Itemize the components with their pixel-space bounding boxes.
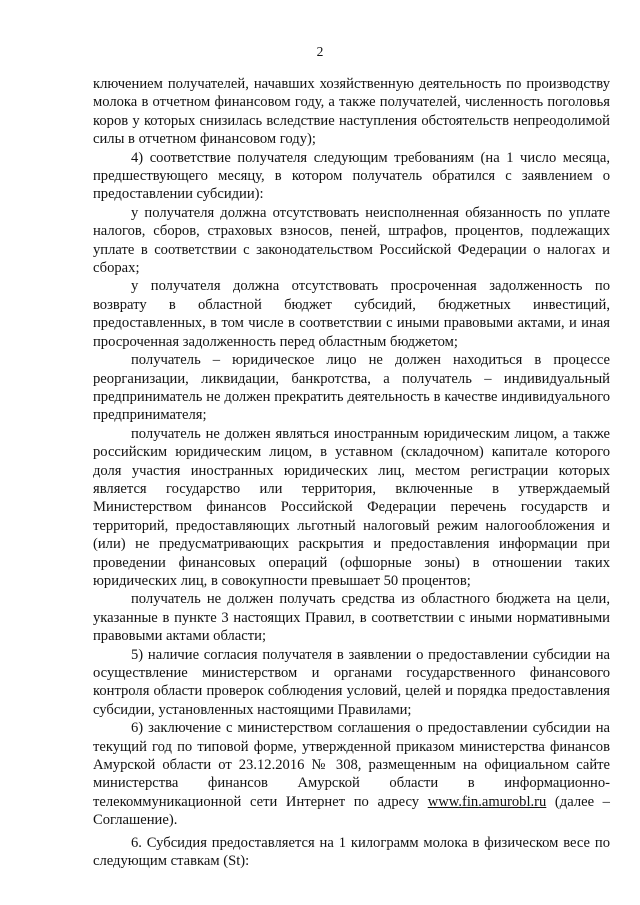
paragraph-section-6: 6. Субсидия предоставляется на 1 килограмм молока в физическом весе по следующим ставкам (St): <box>93 834 610 870</box>
paragraph-item-6-end: (далее – Соглашение). <box>93 793 610 829</box>
paragraph-item-6-text: 6) заключение с министерством соглашения о предоставлении субсидии на текущий год по типовой форме, утвержденной приказом министерства финансов Амурской области от 23.12.2016 № 308, размещенным на официальном сайте министерства финансов Амурской области в информационно-телекоммуникационной сети Интернет по адресу <box>93 720 610 810</box>
paragraph-reorganization-requirement: получатель – юридическое лицо не должен находиться в процессе реорганизации, ликвидации, банкротства, а получатель – индивидуальный предприниматель не должен прекратить деятельность в качестве индивидуального предпринимателя; <box>93 352 610 424</box>
paragraph-foreign-entity-requirement: получатель не должен являться иностранным юридическим лицом, а также российским юридическим лицом, в уставном (складочном) капитале которого доля участия иностранных юридических лиц, местом регистрации которых является государство или территория, включенные в утверждаемый Министерством финансов Российской Федерации перечень государств и территорий, предоставляющих льготный налоговый режим налогообложения и (или) не предусматривающих раскрытия и предоставления информации при проведении финансовых операций (офшорные зоны) в отношении таких юридических лиц, в совокупности превышает 50 процентов; <box>93 425 610 589</box>
paragraph-item-4: 4) соответствие получателя следующим требованиям (на 1 число месяца, предшествующего месяцу, в котором получатель обратился с заявлением о предоставлении субсидии): <box>93 149 610 203</box>
paragraph-tax-requirement: у получателя должна отсутствовать неисполненная обязанность по уплате налогов, сборов, страховых взносов, пеней, штрафов, процентов, подлежащих уплате в соответствии с законодательством Российской Федерации о налогах и сборах; <box>93 204 610 277</box>
paragraph-item-5: 5) наличие согласия получателя в заявлении о предоставлении субсидии на осуществление министерством и органами государственного финансового контроля области проверок соблюдения условий, целей и порядка предоставления субсидии, установленных настоящими Правилами; <box>93 646 610 718</box>
page-number: 2 <box>316 44 324 59</box>
ministry-website-link[interactable]: www.fin.amurobl.ru <box>427 793 547 810</box>
paragraph-debt-requirement: у получателя должна отсутствовать просроченная задолженность по возврату в областной бюджет субсидий, бюджетных инвестиций, предоставленных, в том числе в соответствии с иными правовыми актами, и иная просроченная задолженность перед областным бюджетом; <box>93 278 610 350</box>
paragraph-continuation: ключением получателей, начавших хозяйственную деятельность по производству молока в отчетном финансовом году, а также получателей, численность поголовья коров у которых снизилась вследствие наступления обстоятельств непреодолимой силы в отчетном финансовом году); <box>93 76 610 148</box>
document-body <box>93 75 610 870</box>
paragraph-item-6 <box>93 719 610 829</box>
paragraph-other-funding-requirement: получатель не должен получать средства из областного бюджета на цели, указанные в пункте 3 настоящих Правил, в соответствии с иными нормативными правовыми актами области; <box>93 591 610 645</box>
